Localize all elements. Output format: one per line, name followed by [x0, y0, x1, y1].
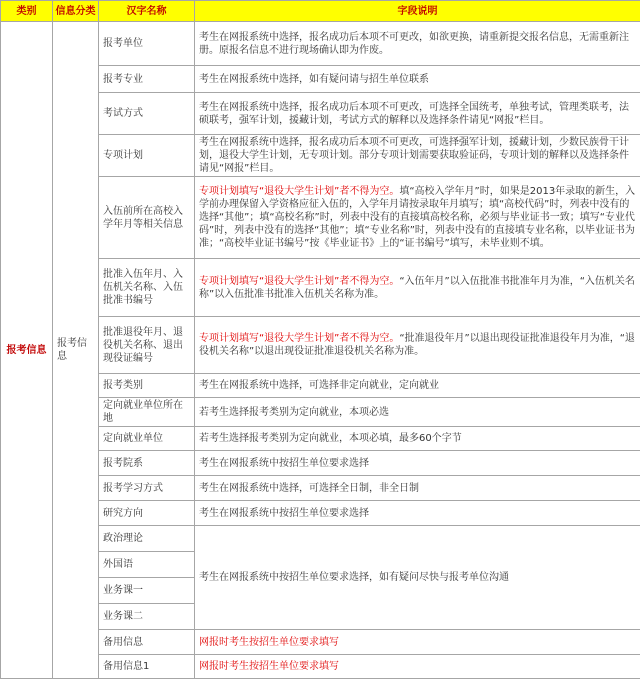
- classification-cell: 报考信息: [53, 22, 99, 679]
- field-desc: [195, 317, 640, 374]
- field-desc: 网报时考生按招生单位要求填写: [195, 655, 640, 679]
- field-desc: [195, 259, 640, 317]
- field-name: 专项计划: [99, 135, 195, 177]
- field-name: 考试方式: [99, 93, 195, 135]
- field-desc-text: “批准退役年月”以退出现役证批准退役年月为准，“退役机关名称”以退出现役证批准退役机关名称为准。: [199, 333, 635, 357]
- field-desc: 考生在网报系统中选择，可选择全日制，非全日制: [195, 476, 640, 501]
- field-name: 业务课一: [99, 578, 195, 604]
- field-name: 备用信息1: [99, 655, 195, 679]
- category-cell: 报考信息: [1, 22, 53, 679]
- header-category: 类别: [1, 1, 53, 22]
- field-name: 批准入伍年月、入伍机关名称、入伍批准书编号: [99, 259, 195, 317]
- field-name: 研究方向: [99, 501, 195, 526]
- field-name: 报考专业: [99, 66, 195, 93]
- field-desc: 考生在网报系统中选择，报名成功后本项不可更改，如欲更换，请重新提交报名信息，无需重新注册。原报名信息不进行现场确认即为作废。: [195, 22, 640, 66]
- field-desc: [195, 177, 640, 259]
- field-name: 报考单位: [99, 22, 195, 66]
- field-desc: 网报时考生按招生单位要求填写: [195, 630, 640, 655]
- field-name: 定向就业单位所在地: [99, 398, 195, 427]
- field-desc: 考生在网报系统中选择，可选择非定向就业，定向就业: [195, 374, 640, 398]
- field-desc: 考生在网报系统中选择，报名成功后本项不可更改，可选择强军计划，援藏计划，少数民族骨干计划，退役大学生计划，无专项计划。部分专项计划需要获取验证码，专项计划的解释以及选择条件请见“网报”栏目。: [195, 135, 640, 177]
- subject-desc: 考生在网报系统中按招生单位要求选择，如有疑问尽快与报考单位沟通: [195, 526, 640, 630]
- field-name: 政治理论: [99, 526, 195, 552]
- field-name: 外国语: [99, 552, 195, 578]
- header-class: 信息分类: [53, 1, 99, 22]
- field-name: 报考院系: [99, 451, 195, 476]
- field-desc: 若考生选择报考类别为定向就业，本项必选: [195, 398, 640, 427]
- field-desc: 考生在网报系统中选择，报名成功后本项不可更改，可选择全国统考，单独考试，管理类联考，法硕联考，强军计划，援藏计划，考试方式的解释以及选择条件请见“网报”栏目。: [195, 93, 640, 135]
- field-name: 入伍前所在高校入学年月等相关信息: [99, 177, 195, 259]
- field-name: 报考类别: [99, 374, 195, 398]
- field-desc-required-note: 专项计划填写“退役大学生计划”者不得为空。: [199, 186, 400, 197]
- field-desc: 考生在网报系统中按招生单位要求选择: [195, 451, 640, 476]
- header-name: 汉字名称: [99, 1, 195, 22]
- header-desc: 字段说明: [195, 1, 640, 22]
- field-name: 报考学习方式: [99, 476, 195, 501]
- field-desc-text: 填“高校入学年月”时，如果是2013年录取的新生，入学前办理保留入学资格应征入伍的，入学年月请按录取年月填写；填“高校代码”时，列表中没有的选择“其他”；填“高校名称”时，列表中没有的直接填高校名称，必须与毕业证书一致；填写“专业代码”时，列表中没有的选择“其他”；填“专业名称”时，列表中没有的直接填专业名称，以毕业证书为准；“高校毕业证书编号”按《毕业证书》上的“证书编号”填写，未毕业则不填。: [199, 186, 636, 249]
- field-name: 备用信息: [99, 630, 195, 655]
- field-name: 业务课二: [99, 604, 195, 630]
- field-name: 定向就业单位: [99, 427, 195, 451]
- field-name: 批准退役年月、退役机关名称、退出现役证编号: [99, 317, 195, 374]
- field-desc: 考生在网报系统中按招生单位要求选择: [195, 501, 640, 526]
- field-desc: 若考生选择报考类别为定向就业，本项必填，最多60个字节: [195, 427, 640, 451]
- header-row: [1, 1, 640, 22]
- field-desc-required-note: 专项计划填写“退役大学生计划”者不得为空。: [199, 275, 400, 287]
- table-row: [1, 22, 640, 66]
- field-desc-text: “入伍年月”以入伍批准书批准年月为准，“入伍机关名称”以入伍批准书批准入伍机关名称为准。: [199, 275, 635, 300]
- field-desc: 考生在网报系统中选择，如有疑问请与招生单位联系: [195, 66, 640, 93]
- field-desc-required-note: 专项计划填写“退役大学生计划”者不得为空。: [199, 333, 400, 344]
